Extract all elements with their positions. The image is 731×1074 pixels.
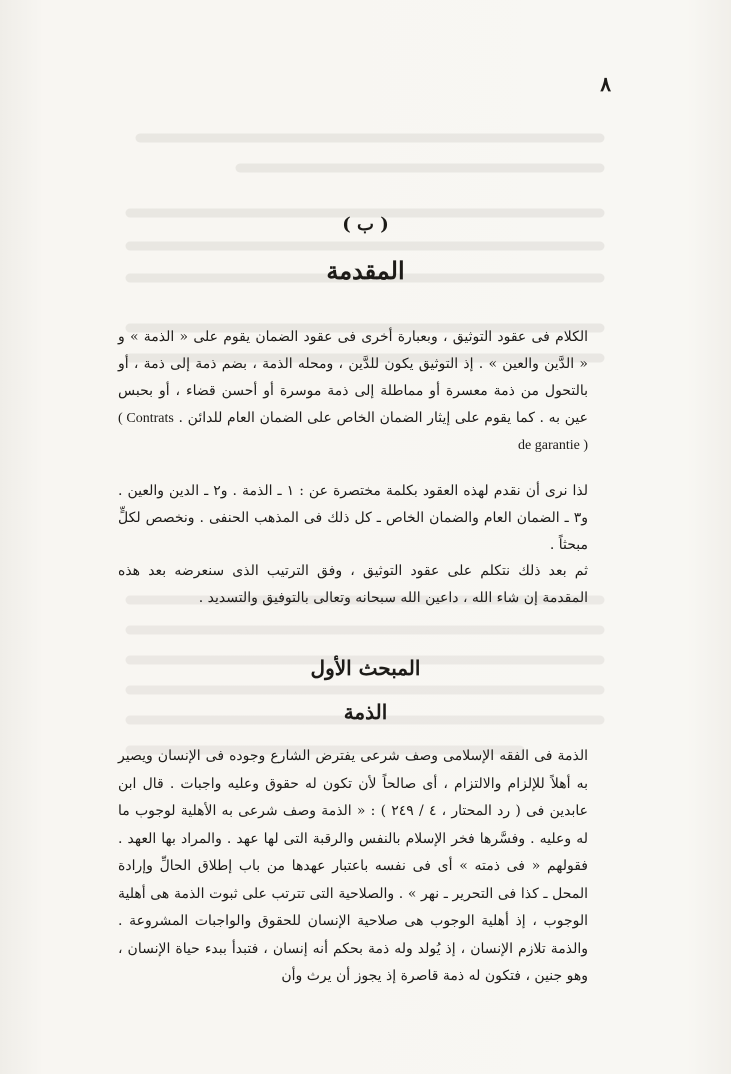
section-marker: ( ب )	[342, 214, 389, 235]
paragraph-plan: ثم بعد ذلك نتكلم على عقود التوثيق ، وفق الترتيب الذى سنعرضه بعد هذه المقدمة إن شاء الله ، داعين الله سبحانه وتعالى بالتوفيق والتسديد .	[118, 563, 588, 606]
paragraph-intro-text: الكلام فى عقود التوثيق ، وبعبارة أخرى فى عقود الضمان يقوم على « الذمة » و « الدَّين والعين » . إذ التوثيق يكون للدَّين ، ومحله الذمة ، بضم ذمة إلى ذمة ، أو بالتحول من ذمة معسرة أو مماطلة إلى ذمة موسرة أو أحسن قضاء ، أو بحبس عين به . كما يقوم على إيثار الضمان الخاص على الضمان العام للدائن .	[118, 329, 589, 426]
paragraph-intro	[118, 324, 588, 459]
latin-term: ( Contrats de garantie )	[118, 411, 588, 453]
paragraph-dhimma: الذمة فى الفقه الإسلامى وصف شرعى يفترض الشارع وجوده فى الإنسان ويصير به أهلاً للإلزام والالتزام ، أى صالحاً لأن تكون له حقوق وعليه واجبات . قال ابن عابدين فى ( رد المحتار ، ٤ / ٢٤٩ ) : « الذمة وصف شرعى به الأهلية لوجوب ما له وعليه . وفسَّرها فخر الإسلام بالنفس والرقبة التى لها عهد . والمراد بها العهد . فقولهم « فى ذمته » أى فى نفسه باعتبار عهدها من باب إطلاق الحالِّ وإرادة المحل ـ كذا فى التحرير ـ نهر » . والصلاحية التى تترتب على ثبوت الذمة هى أهلية الوجوب ، إذ أهلية الوجوب هى صلاحية الإنسان للحقوق والواجبات المشروعة . والذمة تلازم الإنسان ، إذ يُولد وله ذمة بحكم أنه إنسان ، فتبدأ ببدء حياة الإنسان ، وهو جنين ، فتكون له ذمة قاصرة إذ يجوز أن يرث وأن	[118, 748, 588, 984]
paragraph-topics: لذا نرى أن نقدم لهذه العقود بكلمة مختصرة عن : ١ ـ الذمة . و٢ ـ الدين والعين . و٣ ـ الضمان العام والضمان الخاص ـ كل ذلك فى المذهب الحنفى . ونخصص لكلٍّ مبحثاً .	[118, 483, 589, 553]
dhimma-heading: الذمة	[343, 700, 388, 724]
introduction-heading: المقدمة	[326, 256, 405, 285]
page-number: ٨	[600, 72, 611, 96]
first-section-heading: المبحث الأول	[310, 656, 421, 680]
